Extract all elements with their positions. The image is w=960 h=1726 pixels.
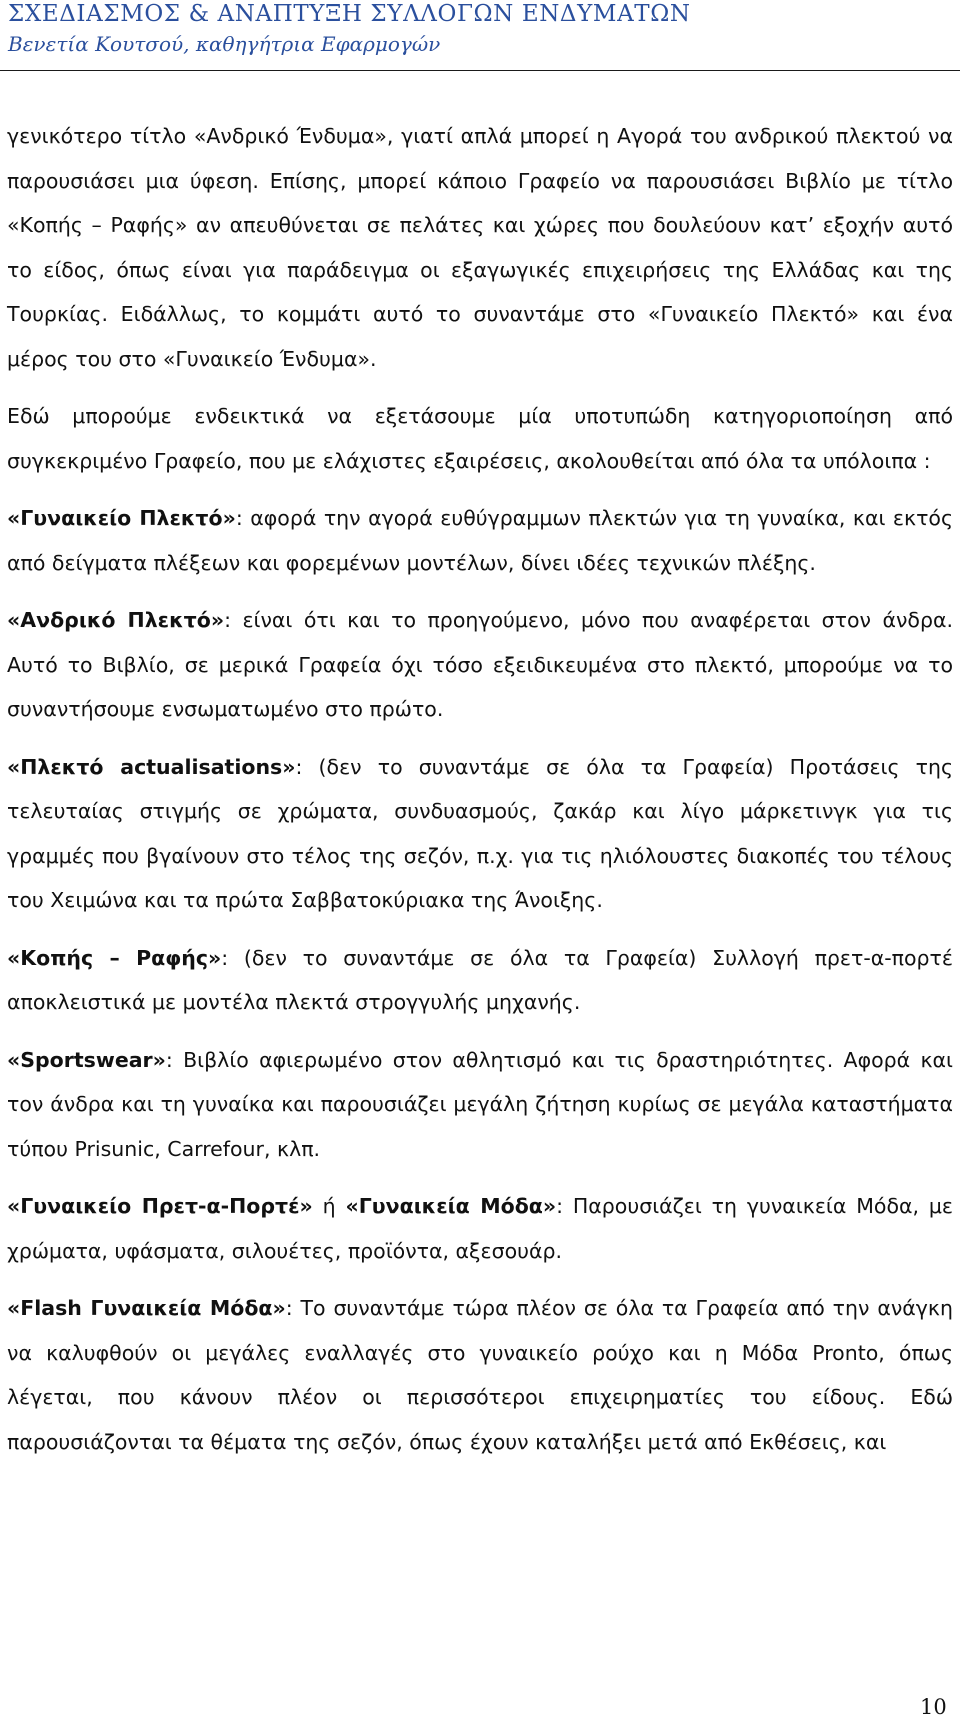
paragraph-flash-womens-fashion	[7, 1286, 953, 1464]
paragraph-mens-knit	[7, 598, 953, 732]
category-term: «Γυναικείο Πρετ-α-Πορτέ»	[7, 1194, 313, 1218]
paragraph-text: : είναι ότι και το προηγούμενο, μόνο που αναφέρεται στον άνδρα. Αυτό το Βιβλίο, σε μερικά Γραφεία όχι τόσο εξειδικευμένα στο πλεκτό, μπορούμε να το συναντήσουμε ενσωματωμένο στο πρώτο.	[7, 608, 954, 721]
paragraph-text: Εδώ μπορούμε ενδεικτικά να εξετάσουμε μία υποτυπώδη κατηγοριοποίηση από συγκεκριμένο Γραφείο, που με ελάχιστες εξαιρέσεις, ακολουθείται από όλα τα υπόλοιπα :	[7, 404, 953, 473]
category-term: «Sportswear»	[7, 1047, 166, 1072]
header-title: ΣΧΕΔΙΑΣΜΟΣ & ΑΝΑΠΤΥΞΗ ΣΥΛΛΟΓΩΝ ΕΝΔΥΜΑΤΩΝ	[8, 1, 691, 27]
category-term: «Flash Γυναικεία Μόδα»	[7, 1296, 286, 1320]
category-term: «Πλεκτό actualisations»	[7, 754, 296, 779]
term-connector: ή	[312, 1194, 346, 1218]
paragraph-continuation	[7, 114, 953, 381]
header-subtitle: Βενετία Κουτσού, καθηγήτρια Εφαρμογών	[8, 32, 441, 56]
paragraph-text: : (δεν το συναντάμε σε όλα τα Γραφεία) Προτάσεις της τελευταίας στιγμής σε χρώματα, συνδυασμούς, ζακάρ και λίγο μάρκετινγκ για τις γραμμές που βγαίνουν στο τέλος της σεζόν, π.χ. για τις ηλιόλουστες διακοπές του τέλους του Χειμώνα και τα πρώτα Σαββατοκύριακα της Άνοιξης.	[7, 754, 954, 912]
paragraph-text: : Το συναντάμε τώρα πλέον σε όλα τα Γραφεία από την ανάγκη να καλυφθούν οι μεγάλες εναλλαγές στο γυναικείο ρούχο και η Μόδα Pronto, όπως λέγεται, που κάνουν πλέον οι περισσότεροι επιχειρηματίες του είδους. Εδώ παρουσιάζονται τα θέματα της σεζόν, όπως έχουν καταλήξει μετά από Εκθέσεις, και	[7, 1296, 953, 1454]
category-term: «Κοπής – Ραφής»	[7, 945, 222, 970]
paragraph-text: γενικότερο τίτλο «Ανδρικό Ένδυμα», γιατί απλά μπορεί η Αγορά του ανδρικού πλεκτού να παρουσιάσει μια ύφεση. Επίσης, μπορεί κάποιο Γραφείο να παρουσιάσει Βιβλίο με τίτλο «Κοπής – Ραφής» αν απευθύνεται σε πελάτες και χώρες που δουλεύουν κατ’ εξοχήν αυτό το είδος, όπως είναι για παράδειγμα οι εξαγωγικές επιχειρήσεις της Ελλάδας και της Τουρκίας. Ειδάλλως, το κομμάτι αυτό το συναντάμε στο «Γυναικείο Πλεκτό» και ένα μέρος του στο «Γυναικείο Ένδυμα».	[7, 124, 953, 371]
running-header	[8, 0, 948, 59]
body-text	[7, 114, 953, 1464]
paragraph-cut-and-sew	[7, 936, 953, 1025]
paragraph-intro	[7, 394, 953, 483]
paragraph-knit-actualisations	[7, 745, 953, 923]
category-term-alt: «Γυναικεία Μόδα»	[345, 1194, 557, 1218]
paragraph-womens-knit	[7, 496, 953, 585]
category-term: «Ανδρικό Πλεκτό»	[7, 608, 225, 632]
paragraph-sportswear	[7, 1038, 953, 1172]
page-number: 10	[920, 1695, 947, 1719]
paragraph-text: : (δεν το συναντάμε σε όλα τα Γραφεία) Συλλογή πρετ-α-πορτέ αποκλειστικά με μοντέλα πλεκτά στρογγυλής μηχανής.	[7, 945, 953, 1014]
header-divider	[0, 70, 960, 71]
paragraph-text: : Βιβλίο αφιερωμένο στον αθλητισμό και τις δραστηριότητες. Αφορά και τον άνδρα και τη γυναίκα και παρουσιάζει μεγάλη ζήτηση κυρίως σε μεγάλα καταστήματα τύπου Prisunic, Carrefour, κλπ.	[7, 1047, 953, 1161]
category-term: «Γυναικείο Πλεκτό»	[7, 506, 236, 530]
paragraph-text: : αφορά την αγορά ευθύγραμμων πλεκτών για τη γυναίκα, και εκτός από δείγματα πλέξεων και φορεμένων μοντέλων, δίνει ιδέες τεχνικών πλέξης.	[7, 506, 954, 575]
paragraph-text: : Παρουσιάζει τη γυναικεία Μόδα, με χρώματα, υφάσματα, σιλουέτες, προϊόντα, αξεσουάρ.	[7, 1194, 954, 1263]
paragraph-womens-ready-to-wear	[7, 1184, 953, 1273]
